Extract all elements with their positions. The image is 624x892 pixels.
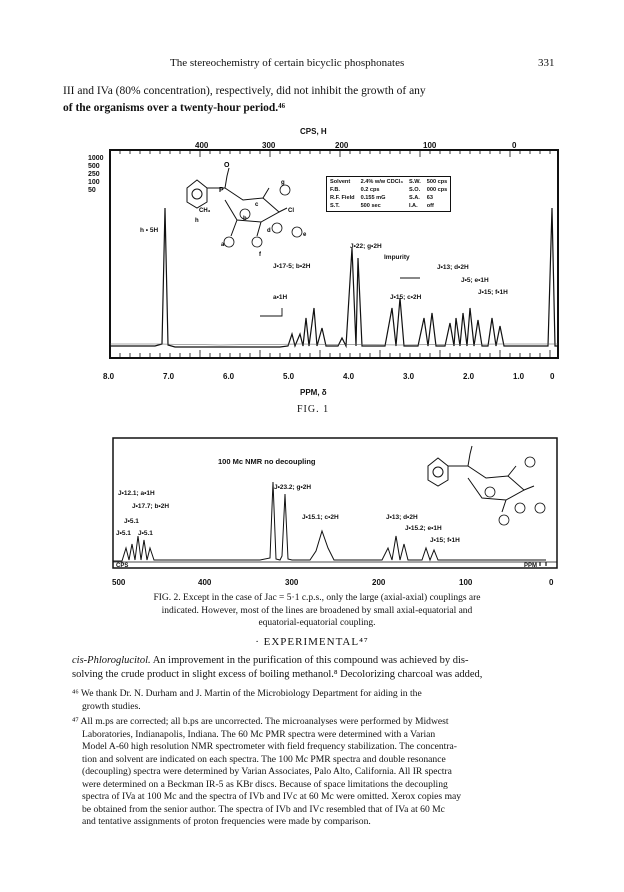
- fig2-ann-j15f: J•15; f•1H: [430, 537, 460, 544]
- fig2-molecular-structure: [420, 440, 555, 530]
- fig1-ann-j17: J•17-5; b•2H: [273, 263, 311, 270]
- page-number: 331: [538, 57, 555, 69]
- fig1-left-scale: 1000 500 250 100 50: [88, 155, 104, 194]
- fig2-ppm-label: PPM: [524, 563, 538, 569]
- fig1-bottom-axis-title: PPM, δ: [300, 388, 327, 397]
- fig2-bottom-tick: 300: [285, 578, 299, 587]
- fig2-bottom-tick: 200: [372, 578, 386, 587]
- fig2-bottom-tick: 0: [549, 578, 554, 587]
- fig1-top-axis-title: CPS, H: [300, 127, 327, 136]
- fig1-top-tick: 400: [195, 141, 209, 150]
- fig2-bottom-tick: 100: [459, 578, 473, 587]
- fig2-title: 100 Mc NMR no decoupling: [218, 457, 316, 466]
- fig1-molecular-structure: [175, 160, 320, 270]
- struct1-g: g: [281, 180, 285, 186]
- table-row: F.B. 0.2 cps S.O. 000 cps: [330, 187, 448, 193]
- running-title: The stereochemistry of certain bicyclic phosphonates: [170, 57, 405, 69]
- fig2-ann-j5c: J•5.1: [138, 530, 153, 537]
- fig1-ann-impurity: Impurity: [384, 254, 410, 261]
- fig2-ann-j5a: J•5.1: [124, 518, 139, 525]
- fig1-bottom-tick: 8.0: [103, 372, 115, 381]
- struct1-f: f: [259, 252, 261, 258]
- fig2-ann-j17: J•17.7; b•2H: [132, 503, 170, 510]
- fig1-ann-j13: J•13; d•2H: [437, 264, 469, 271]
- fig2-ann-j12: J•12.1; a•1H: [118, 490, 155, 497]
- fig1-bottom-tick: 2.0: [463, 372, 475, 381]
- fig1-ann-h5h: h • 5H: [140, 227, 159, 234]
- fig2-bottom-tick: 400: [198, 578, 212, 587]
- struct1-e: e: [303, 232, 307, 238]
- fig2-ann-j23: J•23.2; g•2H: [274, 484, 312, 491]
- struct1-cl: Cl: [288, 208, 294, 214]
- experimental-paragraph: cis-Phloroglucitol. An improvement in the purification of this compound was achieved by dis- solving the crude product in slight excess of boiling methanol.⁸ Decolorizing charcoal was added,: [72, 655, 483, 680]
- table-row: S.T. 500 sec I.A. off: [330, 203, 434, 209]
- intro-line-1: III and IVa (80% concentration), respectively, did not inhibit the growth of any: [63, 85, 426, 97]
- fig1-bottom-tick: 4.0: [343, 372, 355, 381]
- fig1-bottom-tick: 1.0: [513, 372, 525, 381]
- fig2-ann-j15e: J•15.2; e•1H: [405, 525, 442, 532]
- fig1-top-tick: 300: [262, 141, 276, 150]
- struct1-ch3: CH₃: [199, 208, 211, 214]
- fig2-ann-j5b: J•5.1: [116, 530, 131, 537]
- fig2-ann-j13: J•13; d•2H: [386, 514, 418, 521]
- fig1-ann-j15f: J•15; f•1H: [478, 289, 508, 296]
- footnote-47: ⁴⁷ All m.ps are corrected; all b.ps are uncorrected. The microanalyses were performed by Midwest Laboratories, Indianapolis, Indiana. The 60 Mc PMR spectra were determined with a Varian Model A-60 high resolution NMR spectrometer with field frequency stabilization. The concentra- tion and solvent are indicated on each spectra. The 100 Mc PMR spectra and double resonance (decoupling) spectra were determined by Varian Associates, Palo Alto, California. All IR spectra were determined on a Beckman IR-5 as KBr discs. Because of space limitations the decoupling spectra of IVa at 100 Mc and the spectra of IVb and IVc at 60 Mc were omitted. Xerox copies may be obtained from the senior author. The spectra of IVb and IVc resembled that of IVa at 60 Mc and tentative assignments of proton frequencies were made by comparison.: [72, 716, 462, 827]
- struct1-o: O: [224, 162, 230, 169]
- fig1-top-tick: 100: [423, 141, 437, 150]
- fig1-caption: FIG. 1: [297, 404, 330, 415]
- footnote-46: ⁴⁶ We thank Dr. N. Durham and J. Martin of the Microbiology Department for aiding in the growth studies.: [72, 688, 422, 712]
- fig1-ann-j22: J•22; g•2H: [350, 243, 382, 250]
- fig1-structure-h-circles: [224, 185, 302, 247]
- struct1-p: P: [219, 187, 224, 194]
- fig1-bottom-tick: 7.0: [163, 372, 175, 381]
- fig1-top-tick: 200: [335, 141, 349, 150]
- fig1-bottom-tick: 6.0: [223, 372, 235, 381]
- fig1-bottom-tick: 0: [550, 372, 555, 381]
- fig1-ann-j5e: J•5; e•1H: [461, 277, 489, 284]
- table-row: R.F. Field 0.155 mG S.A. 63: [330, 195, 433, 201]
- struct1-a: a: [221, 242, 225, 248]
- fig1-instrument-table: [326, 176, 451, 212]
- fig1-ann-j15c: J•15; c•2H: [390, 294, 422, 301]
- fig1-bottom-tick: 3.0: [403, 372, 415, 381]
- fig2-caption: FIG. 2. Except in the case of Jac = 5·1 c.p.s., only the large (axial-axial) couplings are indicated. However, most of the lines are broadened by small axial-equatorial and equatorial-equatorial coupling.: [153, 593, 481, 628]
- fig1-ann-a1h: a•1H: [273, 294, 288, 301]
- struct1-h: h: [195, 218, 199, 224]
- experimental-heading: · EXPERIMENTAL⁴⁷: [255, 636, 369, 648]
- struct1-c: c: [255, 202, 259, 208]
- struct1-b: b: [243, 216, 247, 222]
- fig2-cps-label: CPS: [116, 563, 129, 569]
- fig2-bottom-tick: 500: [112, 578, 126, 587]
- table-row: Solvent 2.4% w/w CDCl₃ S.W. 500 cps: [330, 179, 448, 185]
- fig1-top-tick: 0: [512, 141, 517, 150]
- struct1-d: d: [267, 228, 271, 234]
- fig2-ann-j15c: J•15.1; c•2H: [302, 514, 339, 521]
- intro-line-2: of the organisms over a twenty-hour period.⁴⁶: [63, 102, 286, 114]
- fig1-bottom-tick: 5.0: [283, 372, 295, 381]
